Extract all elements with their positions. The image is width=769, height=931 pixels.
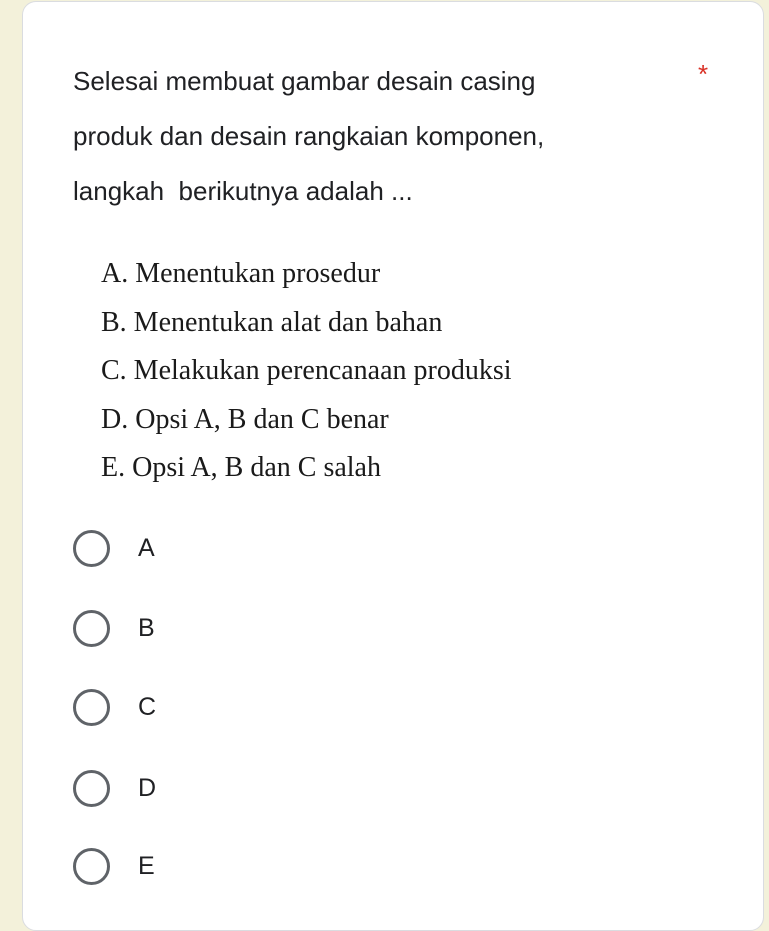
choice-b[interactable] — [73, 610, 155, 647]
question-text — [73, 54, 633, 219]
radio-button[interactable] — [73, 770, 110, 807]
question-line: produk dan desain rangkaian komponen, — [73, 121, 545, 151]
statement-item: A. Menentukan prosedur — [101, 258, 381, 289]
choice-label: E — [138, 852, 155, 880]
statement-item: C. Melakukan perencanaan produksi — [101, 355, 512, 386]
statement-item: B. Menentukan alat dan bahan — [101, 306, 443, 338]
choice-label: C — [138, 693, 157, 721]
required-asterisk: * — [698, 59, 709, 89]
choice-d[interactable] — [73, 770, 156, 807]
choice-c[interactable] — [73, 689, 156, 726]
statement-item: E. Opsi A, B dan C salah — [101, 452, 381, 483]
statement-list — [101, 250, 512, 493]
radio-button[interactable] — [73, 689, 110, 726]
choice-e[interactable] — [73, 848, 155, 885]
radio-button[interactable] — [73, 530, 110, 567]
choice-a[interactable] — [73, 530, 155, 567]
question-card — [22, 1, 764, 931]
question-line: Selesai membuat gambar desain casing — [73, 66, 536, 96]
radio-button[interactable] — [73, 610, 110, 647]
radio-button[interactable] — [73, 848, 110, 885]
statement-item: D. Opsi A, B dan C benar — [101, 403, 389, 435]
choice-label: B — [138, 614, 155, 642]
choice-label: D — [138, 774, 157, 802]
choice-label: A — [138, 534, 155, 562]
question-line: langkah berikutnya adalah ... — [73, 176, 413, 206]
